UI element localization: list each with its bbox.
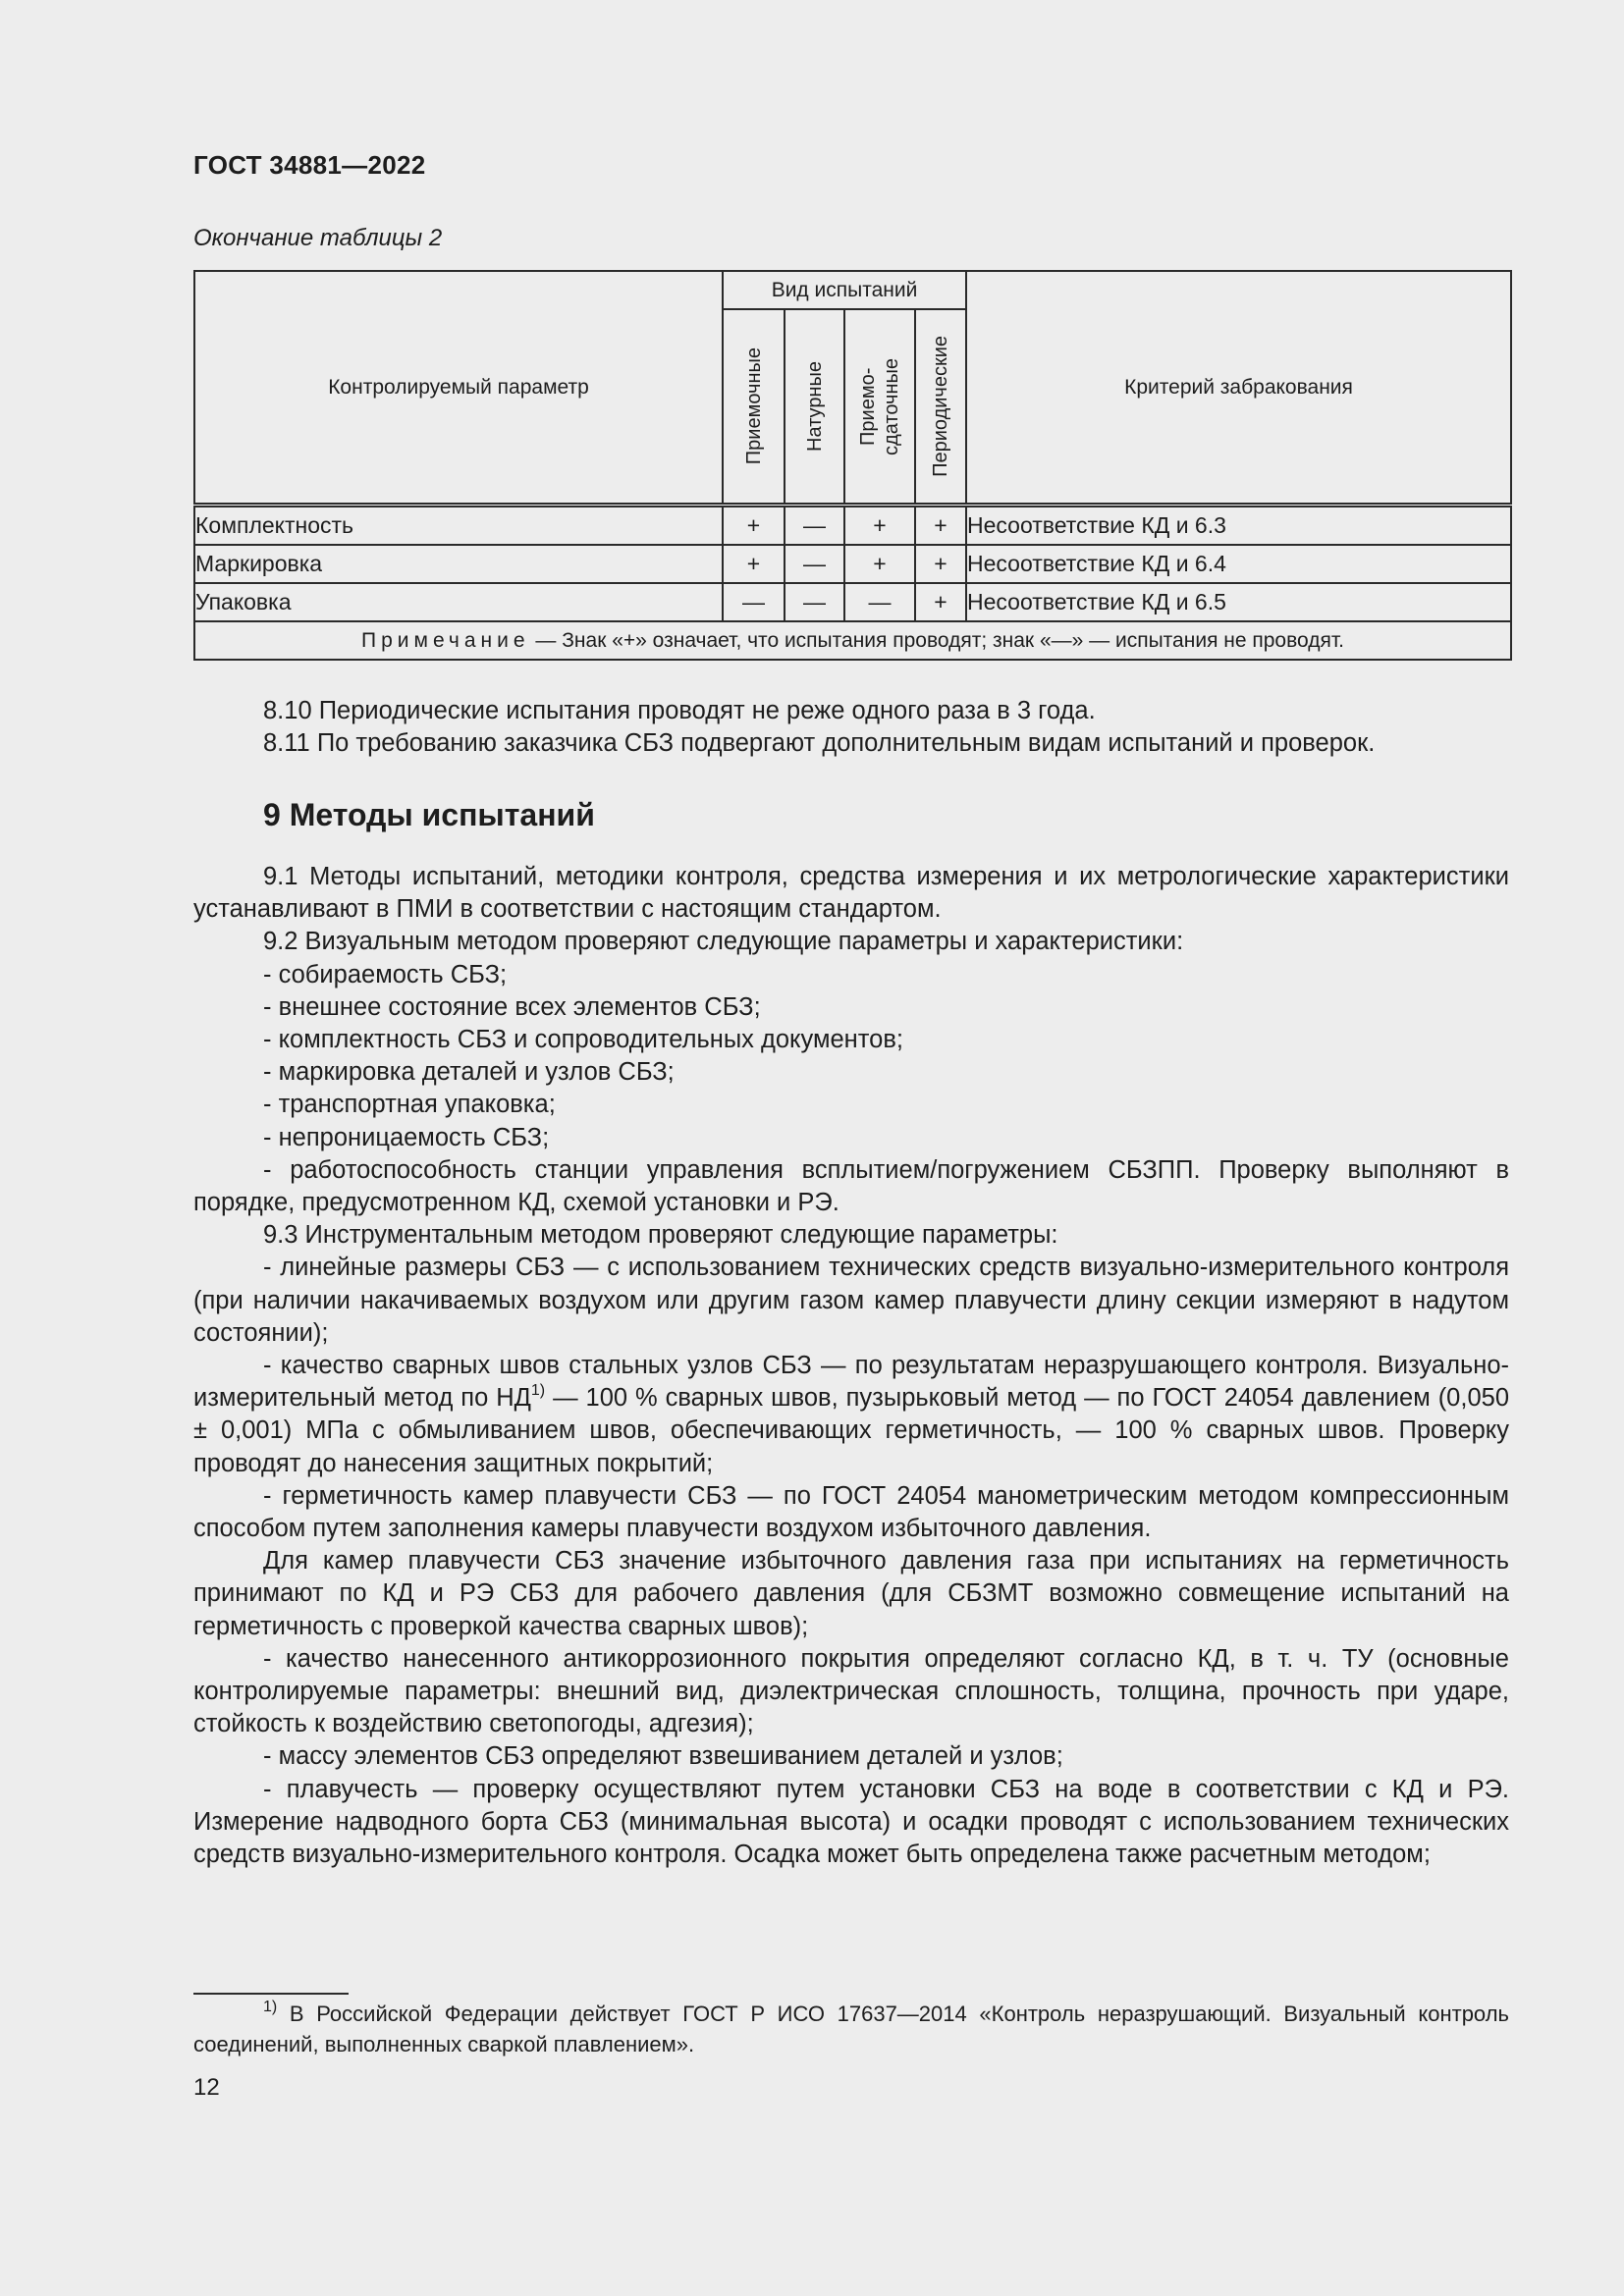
list-item: - транспортная упаковка; xyxy=(263,1091,556,1119)
note-text: — Знак «+» означает, что испытания проводят; знак «—» — испытания не проводят. xyxy=(529,628,1345,652)
row-mark: + xyxy=(844,506,915,546)
test-types-table xyxy=(193,270,1512,661)
list-item: - комплектность СБЗ и сопроводительных документов; xyxy=(263,1026,903,1054)
row-mark: — xyxy=(723,583,785,621)
footnote-ref[interactable]: 1) xyxy=(530,1381,546,1399)
row-mark: + xyxy=(915,583,966,621)
footnote-marker: 1) xyxy=(263,1998,278,2015)
footnote-text: В Российской Федерации действует ГОСТ Р ИСО 17637—2014 «Контроль неразрушающий. Визуальный контроль соединений, выполненных сваркой плавлением». xyxy=(193,2002,1509,2056)
list-item-weld-quality: - качество сварных швов стальных узлов СБЗ — по результатам неразрушающего контроля. Визуально-измерительный метод по НД$^{1)}$ — 100 % сварных швов, пузырьковый метод — по ГОСТ 24054 давлением (0,050 ± 0,001) МПа с обмыливанием швов, обеспечивающих герметичность, — 100 % сварных швов. Проверку проводят до нанесения защитных покрытий; xyxy=(193,1352,1509,1477)
document-code: ГОСТ 34881—2022 xyxy=(193,150,426,180)
list-item-mass: - массу элементов СБЗ определяют взвешиванием деталей и узлов; xyxy=(263,1742,1063,1771)
list-item-coating: - качество нанесенного антикоррозионного покрытия определяют согласно КД, в т. ч. ТУ (основные контролируемые параметры: внешний вид, диэлектрическая сплошность, толщина, прочность при ударе, стойкость к воздействию светопогоды, адгезия); xyxy=(193,1644,1509,1738)
list-item: - собираемость СБЗ; xyxy=(263,960,508,988)
footnote-divider xyxy=(193,1993,349,1995)
row-parameter: Упаковка xyxy=(194,583,723,621)
header-periodic: Периодические xyxy=(915,309,966,506)
table-row xyxy=(194,545,1511,583)
table-row xyxy=(194,506,1511,546)
table-note xyxy=(194,621,1511,660)
header-controlled-parameter: Контролируемый параметр xyxy=(194,271,723,506)
table-note-row xyxy=(194,621,1511,660)
paragraph-buoyancy-chambers: Для камер плавучести СБЗ значение избыточного давления газа при испытаниях на герметичность принимают по КД и РЭ СБЗ для рабочего давления (для СБЗМТ возможно совмещение испытаний на герметичность с проверкой качества сварных швов); xyxy=(193,1547,1509,1640)
row-mark: — xyxy=(785,545,844,583)
table-header-row xyxy=(194,271,1511,309)
section-9-body xyxy=(193,861,1509,1871)
row-mark: + xyxy=(915,545,966,583)
header-rejection-criteria: Критерий забракования xyxy=(966,271,1511,506)
list-item-buoyancy: - плавучесть — проверку осуществляют путем установки СБЗ на воде в соответствии с КД и РЭ. Измерение надводного борта СБЗ (минимальная высота) и осадки проводят с использованием технических средств визуально-измерительного контроля. Осадка может быть определена также расчетным методом; xyxy=(193,1775,1509,1869)
clause-8-11: 8.11 По требованию заказчика СБЗ подвергают дополнительным видам испытаний и проверок. xyxy=(263,729,1376,758)
footnote xyxy=(193,1999,1509,2059)
clause-8-10: 8.10 Периодические испытания проводят не реже одного раза в 3 года. xyxy=(263,697,1096,724)
row-criteria: Несоответствие КД и 6.4 xyxy=(966,545,1511,583)
row-criteria: Несоответствие КД и 6.5 xyxy=(966,583,1511,621)
row-mark: + xyxy=(844,545,915,583)
clause-9-3: 9.3 Инструментальным методом проверяют следующие параметры: xyxy=(263,1221,1058,1250)
list-item-linear-dimensions: - линейные размеры СБЗ — с использованием технических средств визуально-измерительного контроля (при наличии накачиваемых воздухом или другим газом камер плавучести длину секции измеряют в надутом состоянии); xyxy=(193,1254,1509,1347)
row-mark: — xyxy=(844,583,915,621)
row-criteria: Несоответствие КД и 6.3 xyxy=(966,506,1511,546)
list-item: - маркировка деталей и узлов СБЗ; xyxy=(263,1058,675,1087)
row-mark: + xyxy=(915,506,966,546)
page-number: 12 xyxy=(193,2074,220,2101)
clause-9-2: 9.2 Визуальным методом проверяют следующие параметры и характеристики: xyxy=(263,928,1184,956)
table-caption: Окончание таблицы 2 xyxy=(193,225,443,251)
note-label: Примечание xyxy=(361,628,530,652)
list-item-tightness: - герметичность камер плавучести СБЗ — по ГОСТ 24054 манометрическим методом компрессионным способом путем заполнения камеры плавучести воздухом избыточного давления. xyxy=(193,1481,1509,1543)
list-item: - непроницаемость СБЗ; xyxy=(263,1123,550,1151)
header-field: Натурные xyxy=(785,309,844,506)
clause-9-1: 9.1 Методы испытаний, методики контроля, средства измерения и их метрологические характеристики устанавливают в ПМИ в соответствии с настоящим стандартом. xyxy=(193,863,1509,924)
row-parameter: Маркировка xyxy=(194,545,723,583)
list-item: - внешнее состояние всех элементов СБЗ; xyxy=(263,992,761,1021)
row-mark: — xyxy=(785,583,844,621)
row-mark: + xyxy=(723,545,785,583)
row-mark: — xyxy=(785,506,844,546)
list-item: - работоспособность станции управления всплытием/погружением СБЗПП. Проверку выполняют в порядке, предусмотренном КД, схемой установки и РЭ. xyxy=(193,1155,1509,1217)
header-test-type-group: Вид испытаний xyxy=(723,271,966,309)
header-delivery-acceptance: Приемо- сдаточные xyxy=(844,309,915,506)
row-parameter: Комплектность xyxy=(194,506,723,546)
row-mark: + xyxy=(723,506,785,546)
table-row xyxy=(194,583,1511,621)
section-9-title: 9 Методы испытаний xyxy=(263,797,595,832)
header-acceptance: Приемочные xyxy=(723,309,785,506)
clauses-8 xyxy=(193,695,1509,760)
